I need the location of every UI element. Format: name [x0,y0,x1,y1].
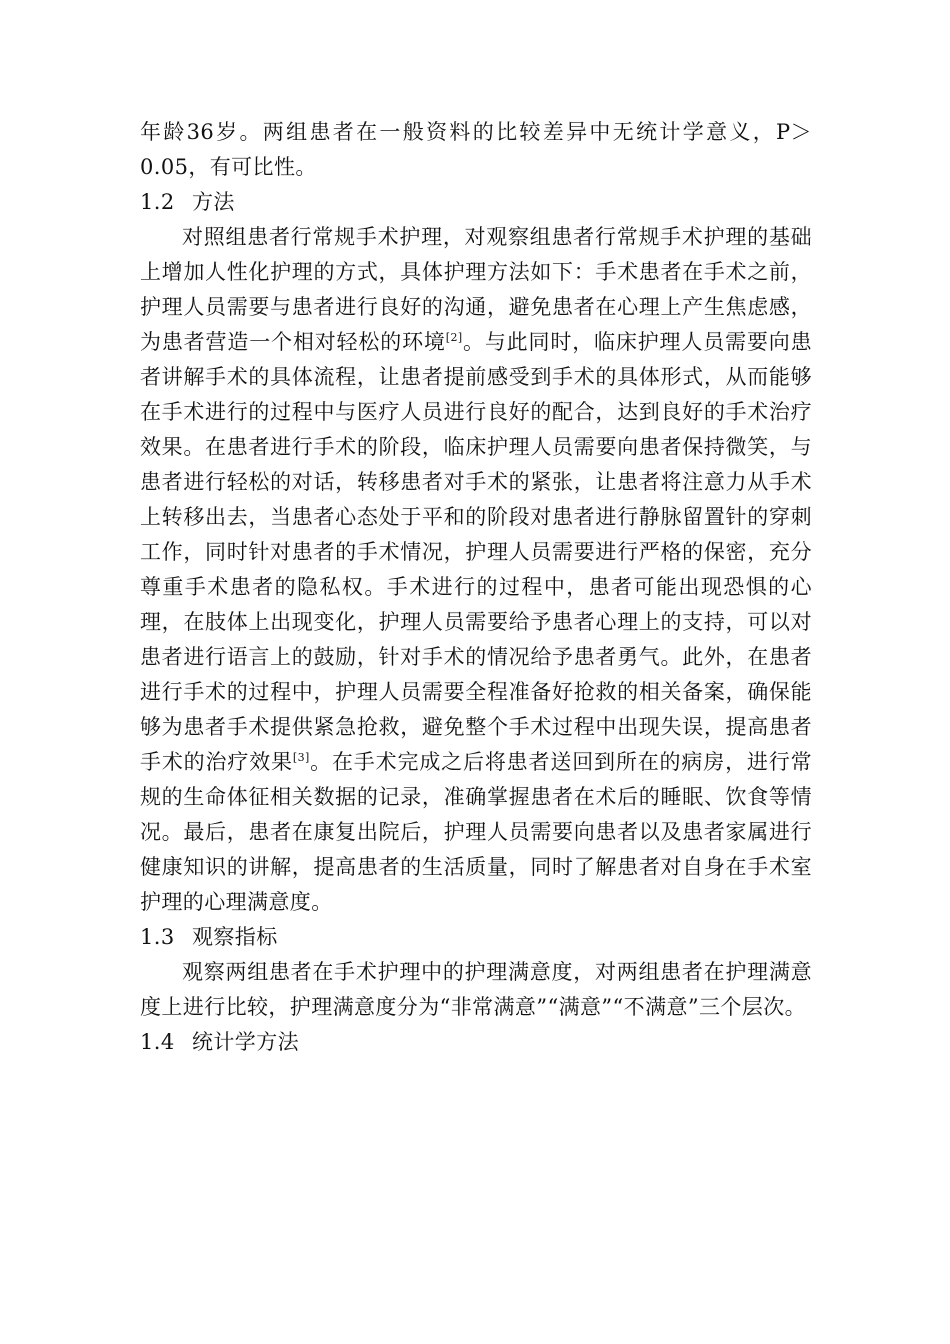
paragraph-general-data-continued [140,115,812,185]
section-title: 统计学方法 [192,1030,299,1054]
paragraph-text: 观察两组患者在手术护理中的护理满意度，对两组患者在护理满意度上进行比较，护理满意度分为“非常满意”“满意”“不满意”三个层次。 [140,960,812,1019]
section-heading-1-3 [140,920,812,955]
section-number: 1.3 [140,925,175,949]
paragraph-text: 年龄36岁。两组患者在一般资料的比较差异中无统计学意义，P＞0.05，有可比性。 [140,120,812,179]
citation-ref-3: [3] [292,751,310,764]
citation-ref-2: [2] [445,331,463,344]
paragraph-observation-indicators [140,955,812,1025]
section-number: 1.2 [140,190,175,214]
section-heading-1-4 [140,1025,812,1060]
section-title: 观察指标 [192,925,278,949]
paragraph-text: 对照组患者行常规手术护理，对观察组患者行常规手术护理的基础上增加人性化护理的方式，具体护理方法如下：手术患者在手术之前，护理人员需要与患者进行良好的沟通，避免患者在心理上产生焦虑感，为患者营造一个相对轻松的环境 [140,225,812,354]
section-number: 1.4 [140,1030,175,1054]
paragraph-text: 。与此同时，临床护理人员需要向患者讲解手术的具体流程，让患者提前感受到手术的具体形式，从而能够在手术进行的过程中与医疗人员进行良好的配合，达到良好的手术治疗效果。在患者进行手术的阶段，临床护理人员需要向患者保持微笑，与患者进行轻松的对话，转移患者对手术的紧张，让患者将注意力从手术上转移出去，当患者心态处于平和的阶段对患者进行静脉留置针的穿刺工作，同时针对患者的手术情况，护理人员需要进行严格的保密，充分尊重手术患者的隐私权。手术进行的过程中，患者可能出现恐惧的心理，在肢体上出现变化，护理人员需要给予患者心理上的支持，可以对患者进行语言上的鼓励，针对手术的情况给予患者勇气。此外，在患者进行手术的过程中，护理人员需要全程准备好抢救的相关备案，确保能够为患者手术提供紧急抢救，避免整个手术过程中出现失误，提高患者手术的治疗效果 [140,330,812,774]
section-heading-1-2 [140,185,812,220]
paragraph-methods [140,220,812,920]
section-title: 方法 [192,190,235,214]
document-body [140,115,812,1060]
paragraph-text: 。在手术完成之后将患者送回到所在的病房，进行常规的生命体征相关数据的记录，准确掌握患者在术后的睡眠、饮食等情况。最后，患者在康复出院后，护理人员需要向患者以及患者家属进行健康知识的讲解，提高患者的生活质量，同时了解患者对自身在手术室护理的心理满意度。 [140,750,812,914]
